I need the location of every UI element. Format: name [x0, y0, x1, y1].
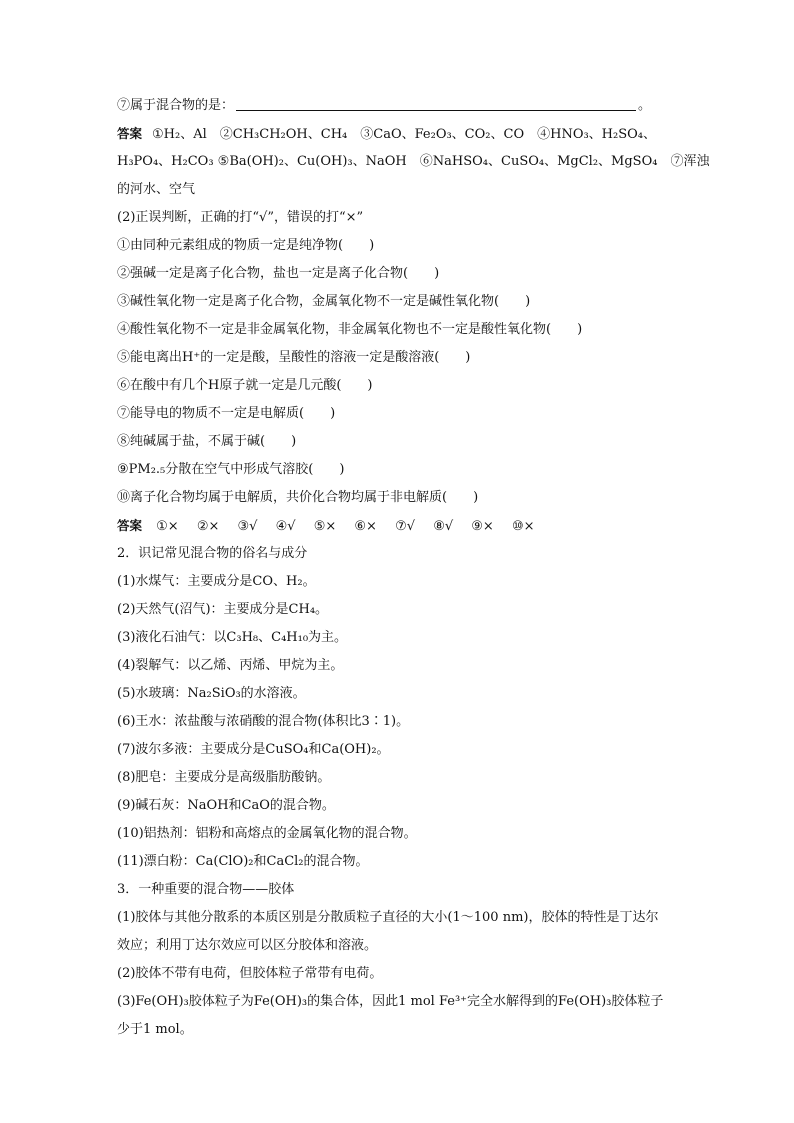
- answer-1-text-1: ①H₂、Al ②CH₃CH₂OH、CH₄ ③CaO、Fe₂O₃、CO₂、CO ④HNO₃、H₂SO₄、: [152, 127, 657, 142]
- judge-item: ⑦能导电的物质不一定是电解质( ): [117, 406, 336, 421]
- mixture-item: (6)王水：浓盐酸与浓硝酸的混合物(体积比3∶1)。: [117, 714, 410, 729]
- mixture-item: (11)漂白粉：Ca(ClO)₂和CaCl₂的混合物。: [117, 854, 369, 869]
- answer-label: 答案: [117, 126, 143, 141]
- answer-blank: [236, 94, 636, 111]
- section-3-title: 3．一种重要的混合物——胶体: [117, 882, 295, 897]
- colloid-paragraph-3b: 少于1 mol。: [117, 1022, 193, 1037]
- answer-item: ②×: [196, 519, 220, 534]
- judge-title: (2)正误判断，正确的打“√”，错误的打“×”: [117, 210, 364, 225]
- document-page: [117, 92, 710, 1044]
- judge-item: ⑩离子化合物均属于电解质，共价化合物均属于非电解质( ): [117, 490, 479, 505]
- judge-item: ②强碱一定是离子化合物，盐也一定是离子化合物( ): [117, 266, 440, 281]
- question-7-text: ⑦属于混合物的是：: [117, 98, 235, 113]
- judge-item: ⑤能电离出H⁺的一定是酸，呈酸性的溶液一定是酸溶液( ): [117, 350, 471, 365]
- question-7-end: 。: [638, 98, 652, 113]
- mixture-item: (7)波尔多液：主要成分是CuSO₄和Ca(OH)₂。: [117, 742, 390, 757]
- answer-item: ⑦√: [395, 519, 416, 534]
- colloid-paragraph-3a: (3)Fe(OH)₃胶体粒子为Fe(OH)₃的集合体，因此1 mol Fe³⁺完全水解得到的Fe(OH)₃胶体粒子: [117, 994, 664, 1009]
- answer-item: ①×: [156, 519, 179, 534]
- mixture-item: (8)肥皂：主要成分是高级脂肪酸钠。: [117, 770, 331, 785]
- mixture-item: (10)铝热剂：铝粉和高熔点的金属氧化物的混合物。: [117, 826, 417, 841]
- mixture-item: (4)裂解气：以乙烯、丙烯、甲烷为主。: [117, 658, 344, 673]
- answer-item: ⑩×: [511, 519, 535, 534]
- colloid-paragraph-1b: 效应；利用丁达尔效应可以区分胶体和溶液。: [117, 938, 378, 953]
- answer-item: ③√: [237, 519, 258, 534]
- answer-item: ⑤×: [313, 519, 337, 534]
- mixture-item: (5)水玻璃：Na₂SiO₃的水溶液。: [117, 686, 306, 701]
- colloid-paragraph-1a: (1)胶体与其他分散系的本质区别是分散质粒子直径的大小(1～100 nm)，胶体的特性是丁达尔: [117, 910, 659, 925]
- mixture-item: (1)水煤气：主要成分是CO、H₂。: [117, 574, 316, 589]
- answer-item: ⑧√: [433, 519, 454, 534]
- answer-1-line-1: [117, 120, 687, 148]
- judge-item: ⑧纯碱属于盐，不属于碱( ): [117, 434, 297, 449]
- judge-item: ⑨PM₂.₅分散在空气中形成气溶胶( ): [117, 462, 345, 477]
- judge-item: ③碱性氧化物一定是离子化合物，金属氧化物不一定是碱性氧化物( ): [117, 294, 531, 309]
- colloid-paragraph-2: (2)胶体不带有电荷，但胶体粒子常带有电荷。: [117, 966, 383, 981]
- answer-1-line-2: [117, 148, 710, 176]
- mixture-item: (2)天然气(沼气)：主要成分是CH₄。: [117, 602, 329, 617]
- answer-1-text-3: 的河水、空气: [117, 182, 196, 197]
- judge-item: ④酸性氧化物不一定是非金属氧化物，非金属氧化物也不一定是酸性氧化物( ): [117, 322, 583, 337]
- answer-1-line-3: [117, 176, 687, 204]
- mixture-item: (3)液化石油气：以C₃H₈、C₄H₁₀为主。: [117, 630, 348, 645]
- answer-item: ⑨×: [471, 519, 494, 534]
- answer-2: [117, 512, 687, 540]
- mixture-item: (9)碱石灰：NaOH和CaO的混合物。: [117, 798, 335, 813]
- judge-item: ⑥在酸中有几个H原子就一定是几元酸( ): [117, 378, 373, 393]
- judge-item: ①由同种元素组成的物质一定是纯净物( ): [117, 238, 375, 253]
- answer-label: 答案: [117, 518, 143, 533]
- answer-item: ⑥×: [354, 519, 377, 534]
- answer-item: ④√: [275, 519, 296, 534]
- section-2-title: 2．识记常见混合物的俗名与成分: [117, 546, 308, 561]
- question-7: [117, 92, 687, 120]
- answer-1-text-2: H₃PO₄、H₂CO₃ ⑤Ba(OH)₂、Cu(OH)₃、NaOH ⑥NaHSO₄、CuSO₄、MgCl₂、MgSO₄ ⑦浑浊: [117, 154, 710, 169]
